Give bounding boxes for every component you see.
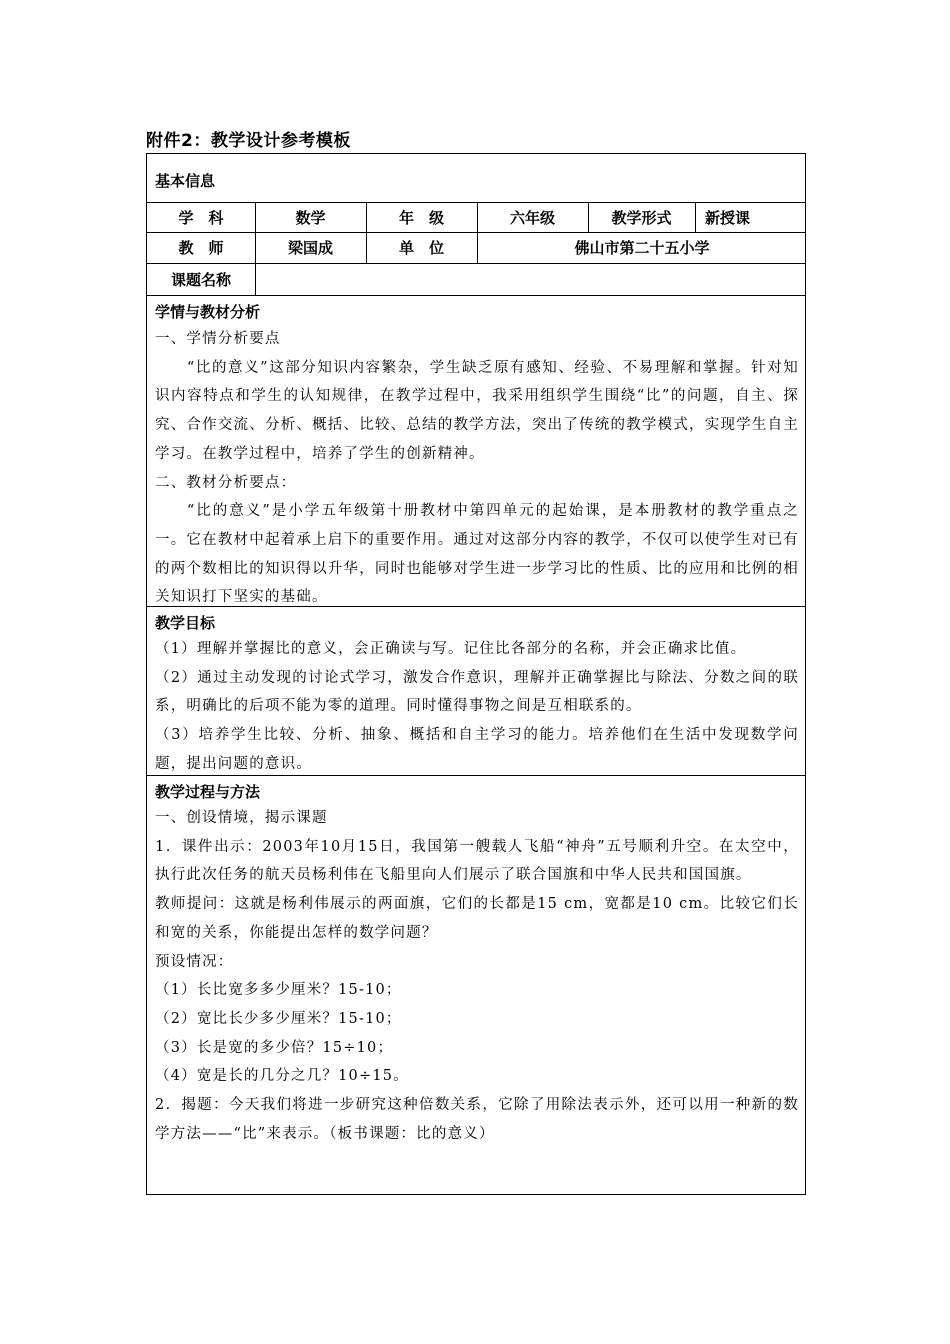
process-line-4: （1）长比宽多多少厘米？15-10； (155, 982, 402, 999)
objective-3: （3）培养学生比较、分析、抽象、概括和自主学习的能力。培养他们在生活中发现数学问题，提出问题的意识。 (155, 727, 799, 772)
grade-label: 年 级 (398, 208, 444, 227)
analysis-paragraph-1: “比的意义”这部分知识内容繁杂，学生缺乏原有感知、经验、不易理解和掌握。针对知识内容特点和学生的认知规律，在教学过程中，我采用组织学生围绕“比”的问题，自主、探究、合作交流、分析、概括、比较、总结的教学方法，突出了传统的教学模式，实现学生自主学习。在教学过程中，培养了学生的创新精神。 (155, 359, 799, 462)
document-title: 附件2：教学设计参考模板 (146, 131, 351, 151)
form-label: 教学形式 (611, 208, 672, 227)
objectives-heading: 教学目标 (155, 614, 216, 632)
process-line-2: 教师提问：这就是杨利伟展示的两面旗，它们的长都是15 cm，宽都是10 cm。比较它们长和宽的关系，你能提出怎样的数学问题？ (155, 896, 799, 941)
lesson-plan-table (146, 153, 806, 1195)
objectives-body (155, 635, 799, 779)
process-line-6: （3）长是宽的多少倍？15÷10； (155, 1039, 394, 1056)
process-body (155, 804, 799, 1148)
process-sub1: 一、创设情境，揭示课题 (155, 810, 328, 826)
analysis-sub2: 二、教材分析要点： (155, 474, 297, 491)
row-divider (147, 295, 805, 296)
grade-value: 六年级 (509, 208, 555, 227)
analysis-body (155, 325, 799, 612)
process-line-1: 1．课件出示：2003年10月15日，我国第一艘载人飞船“神舟”五号顺利升空。在太空中，执行此次任务的航天员杨利伟在飞船里向人们展示了联合国旗和中华人民共和国国旗。 (155, 838, 799, 884)
subject-value: 数学 (295, 208, 326, 227)
objective-1: （1）理解并掌握比的意义，会正确读与写。记住比各部分的名称，并会正确求比值。 (155, 641, 747, 657)
analysis-heading: 学情与教材分析 (155, 303, 261, 321)
process-line-8: 2．揭题：今天我们将进一步研究这种倍数关系，它除了用除法表示外，还可以用一种新的数学方法——“比”来表示。（板书课题：比的意义） (155, 1097, 799, 1142)
unit-label: 单 位 (398, 239, 444, 257)
topic-value (255, 263, 807, 295)
unit-value: 佛山市第二十五小学 (574, 239, 710, 257)
process-line-3: 预设情况： (155, 953, 234, 970)
process-heading: 教学过程与方法 (155, 783, 261, 801)
analysis-sub1: 一、学情分析要点 (155, 331, 281, 347)
analysis-paragraph-2: “比的意义”是小学五年级第十册教材中第四单元的起始课，是本册教材的教学重点之一。它在教材中起着承上启下的重要作用。通过对这部分内容的教学，不仅可以使学生对已有的两个数相比的知识得以升华，同时也能够对学生进一步学习比的性质、比的应用和比例的相关知识打下坚实的基础。 (155, 503, 799, 606)
form-value: 新授课 (705, 208, 751, 227)
process-line-7: （4）宽是长的几分之几？10÷15。 (155, 1068, 409, 1085)
objective-2: （2）通过主动发现的讨论式学习，激发合作意识，理解并正确掌握比与除法、分数之间的联系，明确比的后项不能为零的道理。同时懂得事物之间是互相联系的。 (155, 669, 799, 715)
basic-info-heading: 基本信息 (155, 172, 216, 190)
subject-label: 学 科 (178, 208, 224, 227)
process-line-5: （2）宽比长少多少厘米？15-10； (155, 1010, 402, 1027)
teacher-value: 梁国成 (287, 239, 333, 257)
teacher-label: 教 师 (178, 239, 224, 257)
topic-label: 课题名称 (170, 270, 231, 289)
